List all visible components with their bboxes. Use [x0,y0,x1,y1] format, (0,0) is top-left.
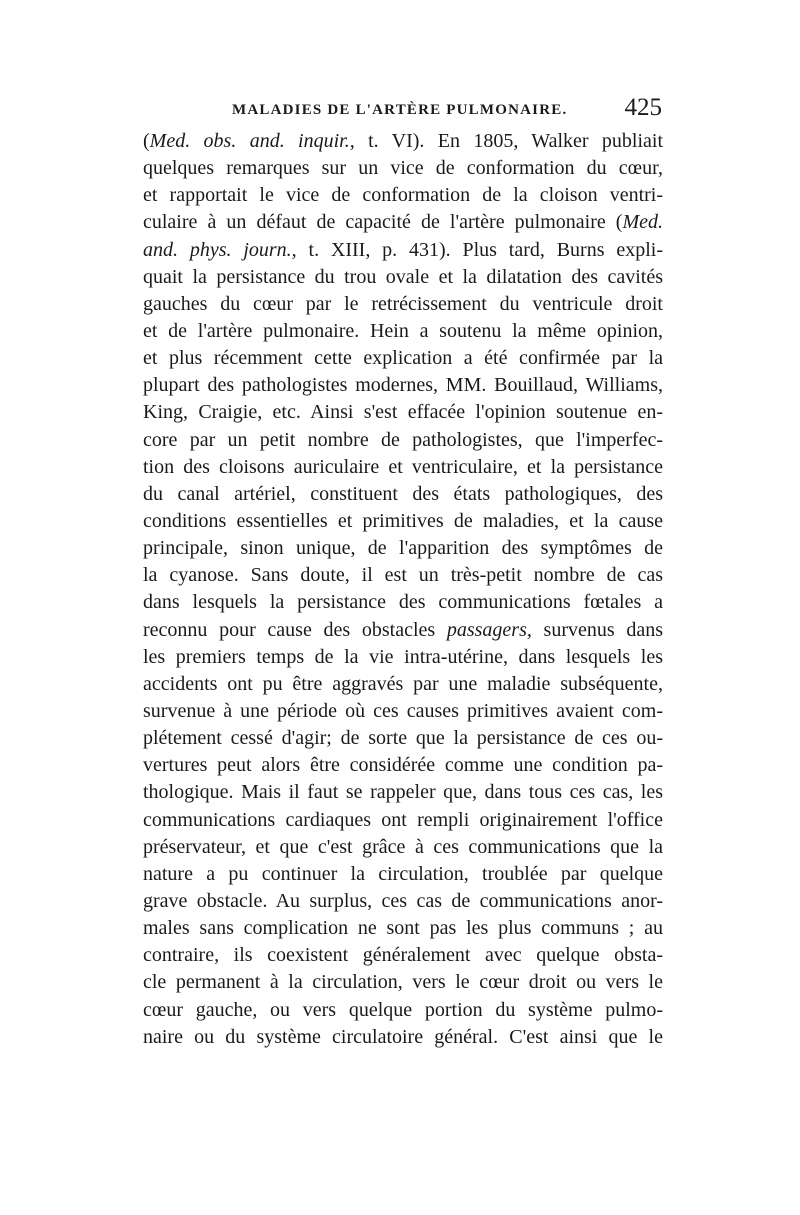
page-header [232,94,662,128]
text-segment: contraire, ils coexistent généralement avec quelque obsta- [143,944,663,967]
text-line [143,182,663,209]
text-line [143,562,663,589]
text-line [143,264,663,291]
text-segment: et de l'artère pulmonaire. Hein a soutenu la même opinion, [143,319,663,342]
text-line [143,535,663,562]
text-line [143,427,663,454]
text-segment: les premiers temps de la vie intra-utérine, dans lesquels les [143,645,663,668]
text-line [143,481,663,508]
text-segment: males sans complication ne sont pas les plus communs ; au [143,917,663,940]
text-line [143,861,663,888]
text-segment: core par un petit nombre de pathologistes, que l'imperfec- [143,428,663,451]
text-segment: la cyanose. Sans doute, il est un très-petit nombre de cas [143,564,663,587]
italic-text: Med. obs. and. inquir., [149,130,355,152]
text-segment: thologique. Mais il faut se rappeler que, dans tous ces cas, les [143,781,663,804]
text-line [143,671,663,698]
text-segment: naire ou du système circulatoire général. C'est ainsi que le [143,1025,663,1048]
text-line [143,399,663,426]
text-segment: et plus récemment cette explication a été confirmée par la [143,347,663,370]
italic-text: Med. [622,211,663,234]
text-segment: plupart des pathologistes modernes, MM. Bouillaud, Williams, [143,374,663,397]
text-line [143,209,663,236]
text-line [143,372,663,399]
text-segment: cœur gauche, ou vers quelque portion du système pulmo- [143,998,663,1021]
text-line [143,915,663,942]
body-text [143,128,663,1051]
text-segment: plétement cessé d'agir; de sorte que la persistance de ces ou- [143,727,663,750]
text-segment: préservateur, et que c'est grâce à ces communications que la [143,835,663,858]
text-segment: nature a pu continuer la circulation, troublée par quelque [143,862,663,885]
text-segment: vertures peut alors être considérée comme une condition pa- [143,754,663,777]
running-title: MALADIES DE L'ARTÈRE PULMONAIRE. [232,102,568,118]
text-line [143,997,663,1024]
text-line [143,345,663,372]
text-segment: reconnu pour cause des obstacles [143,618,447,641]
text-line [143,644,663,671]
text-line [143,454,663,481]
text-segment: communications cardiaques ont rempli originairement l'office [143,808,663,831]
text-line [143,589,663,616]
text-line [143,617,663,644]
text-segment: principale, sinon unique, de l'apparition des symptômes de [143,537,663,560]
text-segment: et rapportait le vice de conformation de la cloison ventri- [143,184,663,207]
text-segment: gauches du cœur par le retrécissement du ventricule droit [143,292,663,315]
text-line [143,318,663,345]
text-segment: quelques remarques sur un vice de conformation du cœur, [143,157,663,180]
text-segment: culaire à un défaut de capacité de l'artère pulmonaire ( [143,211,623,234]
text-line [143,1024,663,1051]
text-segment: ( [143,130,150,152]
text-segment: survenue à une période où ces causes primitives avaient com- [143,699,663,722]
text-line [143,888,663,915]
text-line [143,508,663,535]
text-segment: t. VI). En 1805, Walker publiait [354,130,663,152]
text-line [143,969,663,996]
text-line [143,752,663,779]
text-line [143,779,663,806]
page-number: 425 [624,94,662,121]
text-segment: quait la persistance du trou ovale et la dilatation des cavités [143,265,663,288]
text-segment: grave obstacle. Au surplus, ces cas de communications anor- [143,889,663,912]
italic-text: passagers, [446,618,532,641]
text-segment: du canal artériel, constituent des états pathologiques, des [143,482,663,505]
text-line [143,291,663,318]
text-line [143,155,663,182]
text-segment: dans lesquels la persistance des communications fœtales a [143,591,663,614]
text-segment: cle permanent à la circulation, vers le cœur droit ou vers le [143,971,663,994]
text-segment: conditions essentielles et primitives de maladies, et la cause [143,509,663,532]
text-line [143,128,663,155]
text-segment: accidents ont pu être aggravés par une maladie subséquente, [143,672,663,695]
text-line [143,807,663,834]
text-segment: survenus dans [531,618,663,641]
text-segment: t. XIII, p. 431). Plus tard, Burns expli- [296,238,663,261]
text-line [143,834,663,861]
italic-text: and. phys. journ., [143,238,297,261]
text-line [143,237,663,264]
text-segment: tion des cloisons auriculaire et ventriculaire, et la persistance [143,455,663,478]
text-line [143,942,663,969]
text-line [143,698,663,725]
text-line [143,725,663,752]
text-segment: King, Craigie, etc. Ainsi s'est effacée l'opinion soutenue en- [143,401,663,424]
